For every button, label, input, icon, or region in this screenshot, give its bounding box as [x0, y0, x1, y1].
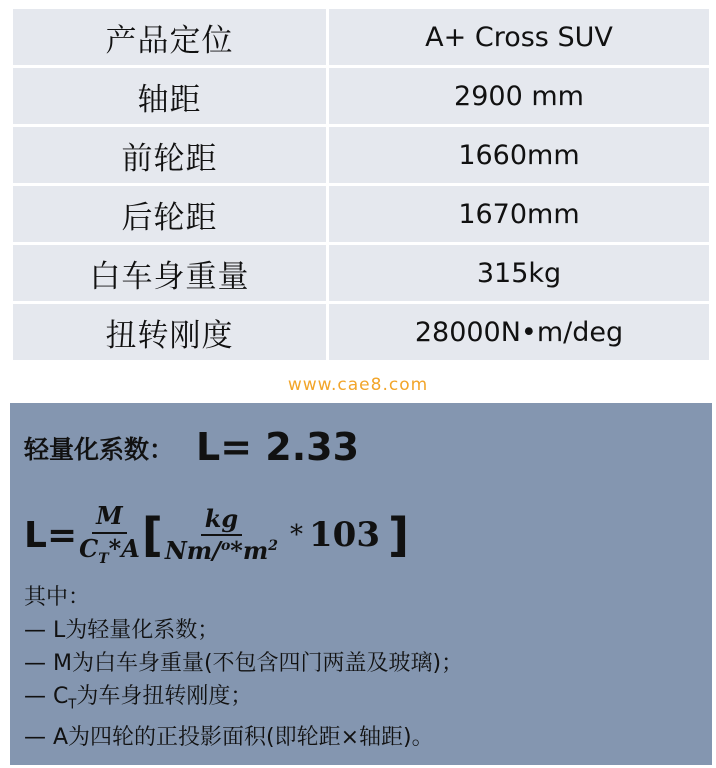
row-label: 白车身重量 [13, 245, 326, 301]
table-row [13, 186, 709, 242]
note-text: 为车身扭转刚度； [76, 684, 253, 709]
note-subscript: T [68, 697, 77, 713]
watermark-text: www.cae8.com [287, 375, 429, 395]
fraction-units [164, 503, 278, 565]
note-item: — M为白车身重量(不包含四门两盖及玻璃)； [24, 651, 464, 676]
coefficient-line [24, 425, 359, 469]
note-item: — A为四轮的正投影面积(即轮距×轴距)。 [24, 725, 434, 751]
row-value: 1660mm [329, 127, 709, 183]
row-value: 28000N•m/deg [329, 304, 709, 360]
table-row [13, 9, 709, 65]
row-label: 产品定位 [13, 9, 326, 65]
coefficient-label: 轻量化系数： [24, 435, 175, 464]
unit-m: *m [230, 536, 269, 565]
row-label: 后轮距 [13, 186, 326, 242]
row-value: 1670mm [329, 186, 709, 242]
fraction-denominator [79, 534, 140, 567]
unit-nm: Nm/ [164, 536, 221, 565]
open-bracket: [ [141, 508, 163, 562]
fraction-m-over-cta [79, 503, 140, 567]
definitions-list [24, 581, 463, 754]
coefficient-value: L= 2.33 [196, 425, 360, 469]
row-label: 扭转刚度 [13, 304, 326, 360]
formula-lhs: L= [24, 514, 78, 556]
subscript-t: T [98, 550, 109, 567]
row-label: 前轮距 [13, 127, 326, 183]
formula-constant: 103 [309, 515, 380, 555]
row-value: A+ Cross SUV [329, 9, 709, 65]
row-value: 2900 mm [329, 68, 709, 124]
exponent-2: 2 [268, 538, 278, 554]
table-row [13, 68, 709, 124]
note-item [24, 680, 463, 721]
lightweight-coefficient-panel [10, 403, 712, 765]
table-row [13, 127, 709, 183]
spec-table [10, 6, 712, 363]
notes-heading: 其中： [24, 585, 91, 610]
degree-symbol: o [220, 538, 231, 554]
symbol-times-a: *A [108, 533, 140, 563]
multiply-sign: * [290, 520, 303, 550]
row-label: 轴距 [13, 68, 326, 124]
fraction-numerator: kg [201, 506, 242, 536]
symbol-c: C [79, 533, 99, 563]
fraction-numerator: M [92, 503, 127, 533]
formula [24, 499, 409, 571]
note-prefix: — C [24, 684, 69, 709]
row-value: 315kg [329, 245, 709, 301]
fraction-denominator [165, 536, 278, 564]
note-item: — L为轻量化系数； [24, 618, 220, 643]
table-row [13, 304, 709, 360]
close-bracket: ] [387, 508, 410, 562]
table-row [13, 245, 709, 301]
